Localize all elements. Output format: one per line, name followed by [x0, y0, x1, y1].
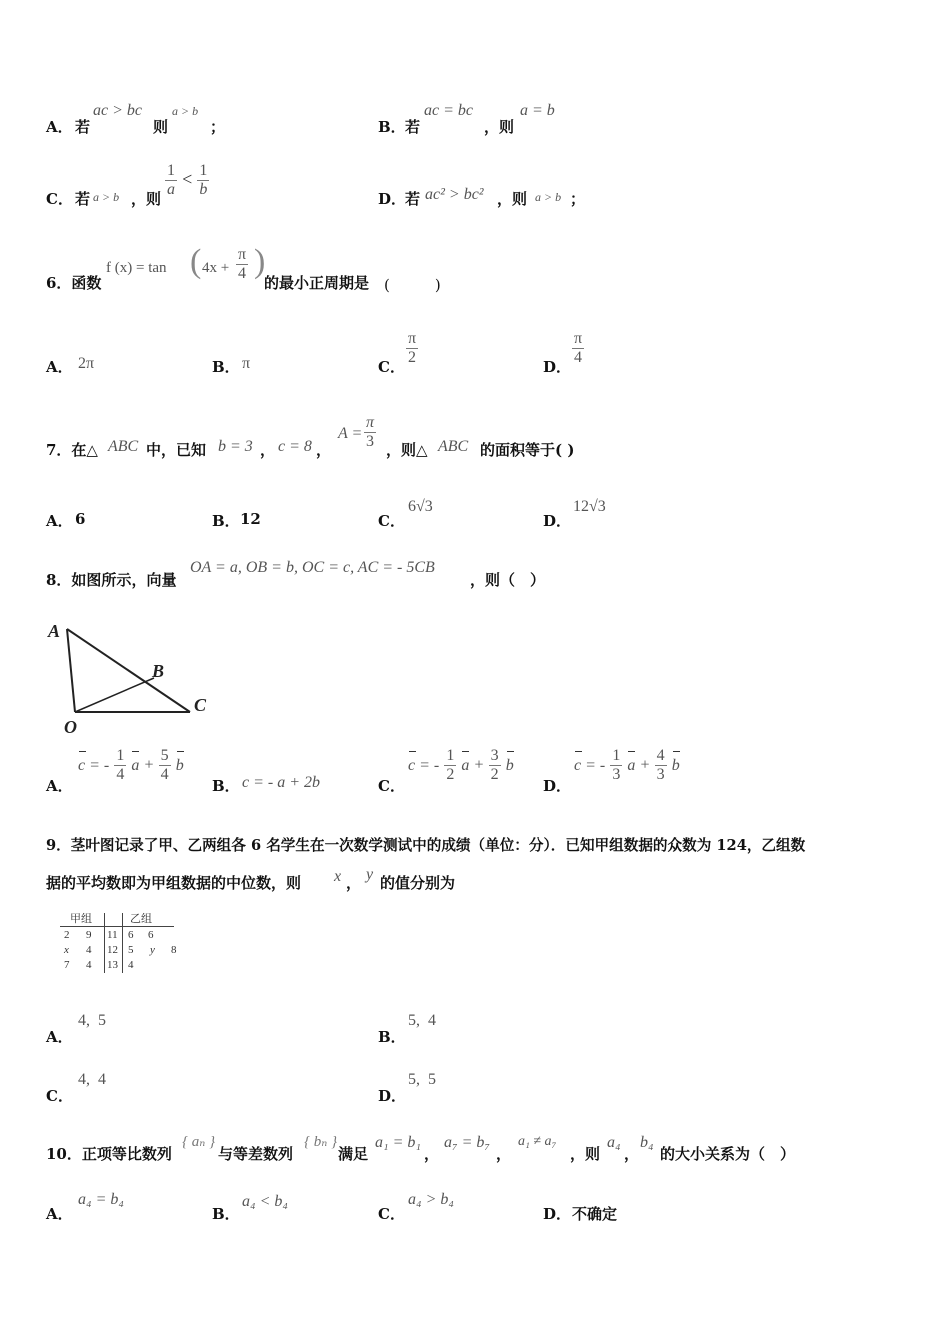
denominator: 2	[490, 766, 499, 783]
denominator: 3	[612, 766, 621, 783]
stem-divider-left	[104, 913, 105, 973]
option-label: B．	[378, 1028, 406, 1046]
condition-1: a₁ = b₁	[375, 1134, 421, 1151]
numerator: 5	[160, 747, 169, 764]
math-expression: b = 3	[218, 438, 253, 455]
function-expression: f (x) = tan	[106, 260, 167, 276]
leaf-left: 7	[64, 959, 70, 971]
group-header-yi: 乙组	[130, 913, 152, 925]
option-value: 5, 5	[408, 1071, 436, 1088]
option-text: ；	[570, 190, 586, 208]
leaf-left: 2	[64, 929, 70, 941]
option-label: A．	[46, 358, 73, 376]
leaf-right: 8	[171, 944, 177, 956]
leaf-left: 9	[86, 929, 92, 941]
numerator: 4	[656, 747, 665, 764]
option-text: 若	[405, 118, 421, 136]
left-paren: (	[190, 243, 202, 280]
option-label: D．	[543, 358, 572, 376]
vector-lhs: c = -	[78, 756, 110, 774]
fraction-expression	[406, 330, 418, 367]
point-label-b: B	[152, 661, 165, 681]
fraction	[406, 330, 418, 367]
fraction	[489, 747, 501, 784]
question-stem: 7．在△	[46, 441, 98, 459]
option-value: a₄ < b₄	[242, 1193, 288, 1210]
leaf-right: 6	[148, 929, 154, 941]
vector-option-expression	[574, 747, 680, 784]
question-stem: 10．正项等比数列	[46, 1145, 172, 1163]
fraction-expression	[364, 414, 376, 451]
question-stem: 9．茎叶图记录了甲、乙两组各 6 名学生在一次数学测试中的成绩（单位：分）．已知甲组数据的众数为 124，乙组数	[46, 837, 806, 854]
denominator: 3	[366, 433, 374, 450]
option-value: π	[242, 355, 251, 372]
question-stem: 中，已知	[146, 441, 207, 459]
fraction	[572, 330, 584, 367]
math-expression: a > b	[172, 104, 199, 118]
denominator: 4	[116, 766, 125, 783]
point-label-a: A	[48, 621, 61, 641]
math-expression: A =	[338, 425, 363, 442]
question-stem: 8．如图所示，向量	[46, 571, 177, 589]
option-label: D．	[378, 190, 407, 208]
segment-ob	[75, 678, 154, 712]
option-label: C．	[46, 1087, 73, 1105]
question-stem: ，则△	[386, 441, 428, 459]
stem-value: 11	[107, 929, 118, 941]
fraction	[114, 747, 126, 784]
question-stem: 6．函数	[46, 274, 102, 292]
fraction	[364, 414, 376, 451]
term-a4: a₄	[607, 1134, 621, 1151]
option-label: B．	[378, 118, 406, 136]
option-value: 6√3	[408, 498, 433, 515]
fraction	[444, 747, 456, 784]
variable-y: y	[366, 866, 374, 883]
option-text: 若	[75, 118, 91, 136]
separator: ，	[346, 874, 362, 892]
vector-lhs: c = -	[408, 756, 440, 774]
vector-option-expression	[78, 747, 184, 784]
math-expression: a > b	[535, 190, 562, 204]
denominator: b	[199, 181, 208, 198]
sequence-bn: { bₙ }	[304, 1134, 338, 1150]
vector-variable: b	[175, 756, 184, 774]
option-value: a₄ = b₄	[78, 1191, 124, 1208]
option-label: D．	[378, 1087, 407, 1105]
denominator: 3	[656, 766, 665, 783]
question-stem: 的值分别为	[380, 874, 456, 892]
leaf-right: 5	[128, 944, 134, 956]
numerator: 1	[612, 747, 621, 764]
option-label: C．	[378, 512, 405, 530]
separator: ，	[316, 441, 332, 459]
math-expression: ac = bc	[424, 102, 473, 119]
leaf-right: y	[150, 944, 155, 956]
question-stem: 的面积等于( )	[480, 441, 575, 459]
numerator: 1	[199, 162, 208, 179]
option-label: B．	[212, 358, 240, 376]
condition-2: a₇ = b₇	[444, 1134, 490, 1151]
numerator: π	[408, 330, 417, 347]
stem-value: 13	[107, 959, 118, 971]
option-value: 4, 4	[78, 1071, 106, 1088]
separator: ，	[624, 1145, 640, 1163]
fraction	[236, 246, 248, 283]
fraction-expression	[572, 330, 584, 367]
point-label-o: O	[64, 717, 77, 737]
question-stem: 据的平均数即为甲组数据的中位数，则	[46, 874, 302, 892]
option-label: A．	[46, 1028, 73, 1046]
option-value: 12	[240, 510, 261, 528]
option-label: B．	[212, 777, 240, 795]
leaf-left: x	[64, 944, 69, 956]
math-expression: a > b	[93, 190, 120, 204]
numerator: 1	[446, 747, 455, 764]
fraction	[197, 162, 209, 199]
option-value: 2π	[78, 355, 95, 372]
math-operator: +	[144, 756, 154, 774]
math-expression: ac > bc	[93, 102, 142, 119]
numerator: 1	[167, 162, 175, 179]
option-text: 若	[405, 190, 421, 208]
vector-option-expression: c = - a + 2b	[242, 774, 321, 791]
denominator: 4	[574, 349, 583, 366]
math-operator: <	[182, 169, 193, 189]
numerator: 1	[116, 747, 125, 764]
option-label: D．	[543, 777, 572, 795]
header-divider	[60, 926, 174, 927]
fraction	[165, 162, 177, 199]
numerator: 3	[490, 747, 499, 764]
denominator: 4	[160, 766, 169, 783]
vector-variable: a	[627, 756, 636, 774]
fraction-expression	[236, 246, 248, 283]
condition-3: a₁ ≠ a₇	[518, 1134, 557, 1149]
option-text: ，则	[131, 190, 162, 208]
fraction	[610, 747, 622, 784]
leaf-left: 4	[86, 959, 92, 971]
math-expression: c = 8	[278, 438, 312, 455]
term-b4: b₄	[640, 1134, 654, 1151]
segment-ac	[67, 629, 190, 712]
fraction	[655, 747, 667, 784]
separator: ，	[260, 441, 276, 459]
option-value: 不确定	[572, 1205, 618, 1223]
stem-divider-right	[122, 913, 123, 973]
option-label: D．	[543, 512, 572, 530]
variable-x: x	[334, 868, 342, 885]
option-label: C．	[378, 1205, 405, 1223]
option-text: 则	[153, 118, 169, 136]
option-text: ，则	[497, 190, 528, 208]
point-label-c: C	[194, 695, 207, 715]
vector-lhs: c = -	[574, 756, 606, 774]
option-label: C．	[378, 358, 405, 376]
group-header-jia: 甲组	[70, 913, 92, 925]
denominator: 4	[238, 265, 247, 282]
separator: ，	[496, 1145, 512, 1163]
answer-blank: ( )	[384, 276, 441, 294]
option-value: 12√3	[573, 498, 606, 515]
denominator: 2	[408, 349, 417, 366]
option-text: 若	[75, 190, 91, 208]
vector-triangle-figure	[40, 615, 220, 740]
vector-variable: a	[131, 756, 140, 774]
question-stem: 的最小正周期是	[264, 274, 370, 292]
math-operator: +	[640, 756, 650, 774]
numerator: π	[366, 414, 375, 431]
option-value: a₄ > b₄	[408, 1191, 454, 1208]
option-label: A．	[46, 512, 73, 530]
math-expression: a = b	[520, 102, 555, 119]
right-paren: )	[254, 243, 266, 280]
math-operator: +	[474, 756, 484, 774]
vector-variable: b	[505, 756, 514, 774]
leaf-right: 6	[128, 929, 134, 941]
leaf-left: 4	[86, 944, 92, 956]
question-stem: ，则	[570, 1145, 601, 1163]
sequence-an: { aₙ }	[182, 1134, 216, 1150]
math-expression: ac² > bc²	[425, 186, 484, 203]
option-label: A．	[46, 1205, 73, 1223]
function-inner: 4x +	[202, 260, 230, 276]
option-value: 4, 5	[78, 1012, 106, 1029]
triangle-name: ABC	[108, 438, 139, 455]
question-stem: 满足	[338, 1145, 369, 1163]
option-label: A．	[46, 777, 73, 795]
vector-expression: OA = a, OB = b, OC = c, AC = - 5CB	[190, 559, 435, 576]
fraction-expression	[165, 162, 209, 199]
fraction	[159, 747, 171, 784]
option-text: ；	[210, 118, 226, 136]
option-label: B．	[212, 1205, 240, 1223]
leaf-right: 4	[128, 959, 134, 971]
stem-value: 12	[107, 944, 118, 956]
option-label: C．	[378, 777, 405, 795]
denominator: 2	[446, 766, 455, 783]
question-stem: ，则（ ）	[470, 571, 546, 589]
numerator: π	[238, 246, 247, 263]
question-stem: 的大小关系为（ ）	[660, 1145, 796, 1163]
denominator: a	[167, 181, 175, 198]
vector-option-expression	[408, 747, 514, 784]
segment-oa	[67, 629, 75, 712]
triangle-name: ABC	[438, 438, 469, 455]
vector-variable: a	[461, 756, 470, 774]
option-label: B．	[212, 512, 240, 530]
option-value: 5, 4	[408, 1012, 436, 1029]
question-stem: 与等差数列	[218, 1145, 294, 1163]
numerator: π	[574, 330, 583, 347]
option-text: ，则	[484, 118, 515, 136]
option-value: 6	[75, 510, 86, 528]
option-label: C．	[46, 190, 73, 208]
vector-variable: b	[671, 756, 680, 774]
option-label: D．	[543, 1205, 572, 1223]
separator: ，	[424, 1145, 440, 1163]
option-label: A．	[46, 118, 73, 136]
stem-leaf-plot	[58, 910, 188, 974]
